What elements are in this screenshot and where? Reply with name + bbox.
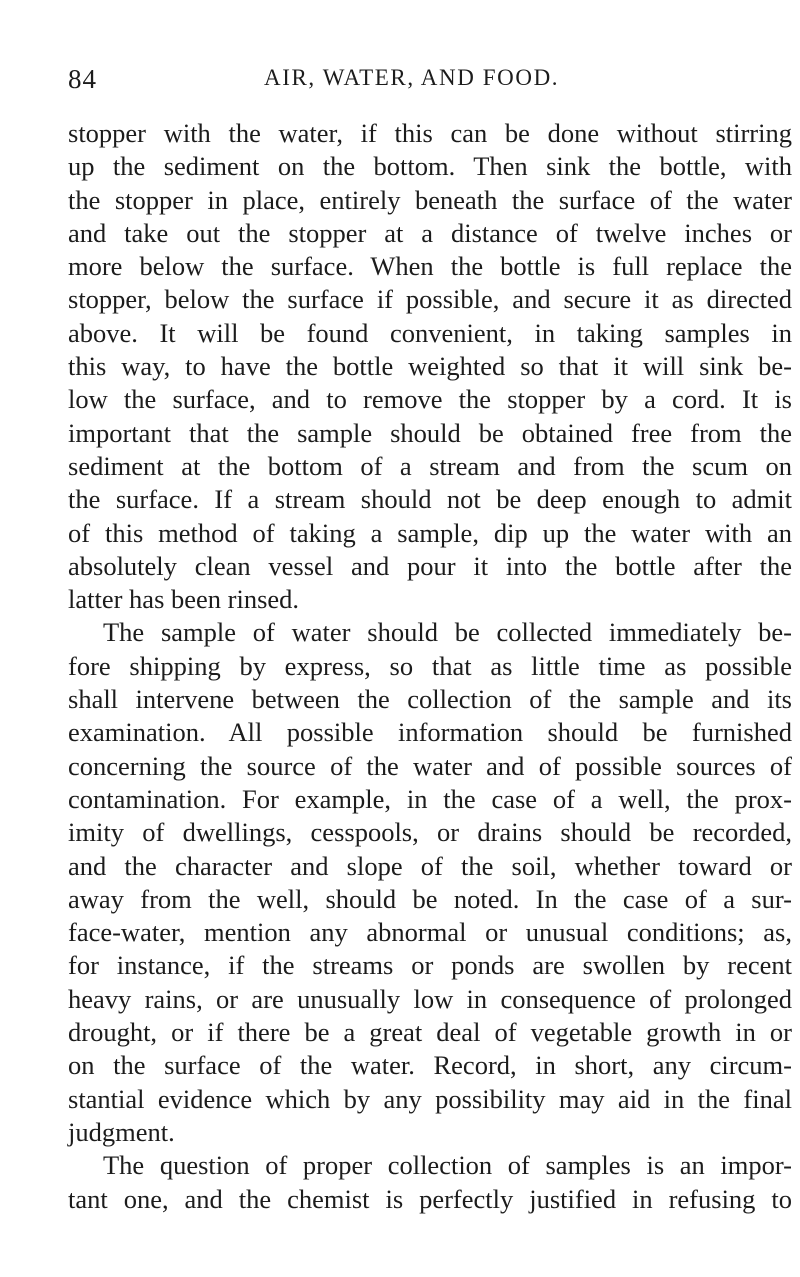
text-line: this way, to have the bottle weighted so that it will sink be-: [68, 351, 792, 382]
text-line: important that the sample should be obtained free from the: [68, 417, 792, 448]
text-line: absolutely clean vessel and pour it into the bottle after the: [68, 550, 792, 581]
text-line: stopper, below the surface if possible, and secure it as directed: [68, 284, 792, 315]
text-line: low the surface, and to remove the stopper by a cord. It is: [68, 384, 792, 415]
text-line: for instance, if the streams or ponds are swollen by recent: [68, 950, 792, 981]
text-line: concerning the source of the water and of possible sources of: [68, 750, 792, 781]
paragraph-first-line: The sample of water should be collected immediately be-: [103, 617, 792, 648]
text-line: the surface. If a stream should not be deep enough to admit: [68, 484, 792, 515]
page-number: 84: [68, 64, 97, 94]
text-line: heavy rains, or are unusually low in consequence of prolonged: [68, 983, 792, 1014]
paragraph-end-line: judgment.: [68, 1116, 175, 1147]
text-line: examination. All possible information should be furnished: [68, 717, 792, 748]
text-line: contamination. For example, in the case of a well, the prox-: [68, 783, 792, 814]
text-line: on the surface of the water. Record, in short, any circum-: [68, 1050, 792, 1081]
text-line: above. It will be found convenient, in taking samples in: [68, 317, 792, 348]
text-line: tant one, and the chemist is perfectly justified in refusing to: [68, 1183, 792, 1214]
text-line: imity of dwellings, cesspools, or drains should be recorded,: [68, 817, 792, 848]
text-line: stantial evidence which by any possibility may aid in the final: [68, 1083, 792, 1114]
text-line: fore shipping by express, so that as little time as possible: [68, 650, 792, 681]
running-head: [68, 64, 792, 104]
text-line: face-water, mention any abnormal or unusual conditions; as,: [68, 917, 792, 948]
text-line: shall intervene between the collection of the sample and its: [68, 684, 792, 715]
text-line: and take out the stopper at a distance of twelve inches or: [68, 217, 792, 248]
text-line: away from the well, should be noted. In the case of a sur-: [68, 883, 792, 914]
text-line: the stopper in place, entirely beneath the surface of the water: [68, 184, 792, 215]
paragraph-end-line: latter has been rinsed.: [68, 584, 300, 615]
text-line: sediment at the bottom of a stream and from the scum on: [68, 450, 792, 481]
text-line: more below the surface. When the bottle is full replace the: [68, 251, 792, 282]
running-title: AIR, WATER, AND FOOD.: [264, 65, 560, 90]
text-line: stopper with the water, if this can be done without stirring: [68, 118, 792, 148]
text-line: of this method of taking a sample, dip up the water with an: [68, 517, 792, 548]
body-text: [68, 117, 792, 1216]
text-line: up the sediment on the bottom. Then sink the bottle, with: [68, 151, 792, 182]
text-line: drought, or if there be a great deal of vegetable growth in or: [68, 1017, 792, 1048]
paragraph-first-line: The question of proper collection of samples is an impor-: [103, 1150, 792, 1181]
text-line: and the character and slope of the soil, whether toward or: [68, 850, 792, 881]
